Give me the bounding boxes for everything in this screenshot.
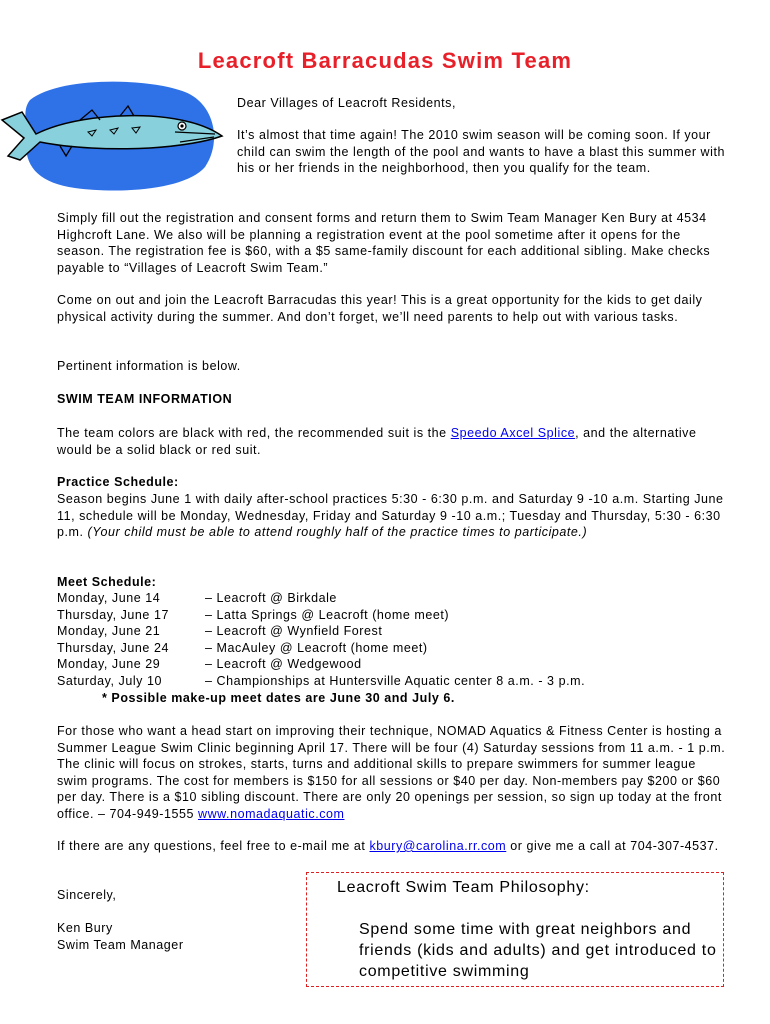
closing: Sincerely,: [57, 888, 117, 902]
meet-description: – MacAuley @ Leacroft (home meet): [205, 640, 428, 655]
meet-description: – Championships at Huntersville Aquatic center 8 a.m. - 3 p.m.: [205, 674, 586, 688]
signature-name: Ken Bury: [57, 921, 113, 935]
practice-paragraph: [57, 491, 727, 541]
practice-heading: Practice Schedule:: [57, 475, 179, 489]
philosophy-box: [306, 872, 724, 987]
email-link[interactable]: kbury@carolina.rr.com: [369, 839, 507, 853]
nomad-website-link[interactable]: www.nomadaquatic.com: [198, 806, 345, 821]
meet-date: Saturday, July 10: [57, 674, 163, 688]
meet-description: – Latta Springs @ Leacroft (home meet): [205, 607, 450, 622]
practice-note: (Your child must be able to attend roughly half of the practice times to participate.): [87, 525, 588, 540]
intro-paragraph: It’s almost that time again! The 2010 swim season will be coming soon. If your child can swim the length of the pool and wants to have a blast this summer with his or her friends in the neighborhood, then you qualify for the team.: [237, 128, 725, 176]
makeup-dates-note: * Possible make-up meet dates are June 30 and July 6.: [102, 691, 455, 705]
barracuda-fish-icon: [0, 72, 230, 192]
clinic-paragraph: [57, 723, 727, 823]
philosophy-body: Spend some time with great neighbors and friends (kids and adults) and get introduced to competitive swimming: [359, 921, 717, 980]
speedo-suit-link[interactable]: Speedo Axcel Splice: [450, 426, 576, 440]
contact-text-end: or give me a call at 704-307-4537.: [506, 839, 719, 853]
meet-date: Monday, June 29: [57, 657, 161, 672]
meet-description: – Leacroft @ Wedgewood: [205, 657, 362, 672]
philosophy-title: Leacroft Swim Team Philosophy:: [337, 879, 590, 896]
salutation: Dear Villages of Leacroft Residents,: [237, 96, 456, 110]
meet-date: Thursday, June 17: [57, 607, 169, 622]
registration-paragraph: Simply fill out the registration and consent forms and return them to Swim Team Manager Ken Bury at 4534 Highcroft Lane. We also will be planning a registration event at the pool sometime after it opens for the season. The registration fee is $60, with a $5 same-family discount for each additional sibling. Make checks payable to “Villages of Leacroft Swim Team.”: [57, 211, 711, 275]
join-paragraph: Come on out and join the Leacroft Barracudas this year! This is a great opportunity for the kids to get daily physical activity during the summer. And don’t forget, we’ll need parents to help out with various tasks.: [57, 293, 703, 324]
meet-date: Monday, June 14: [57, 591, 161, 605]
meet-heading: Meet Schedule:: [57, 575, 157, 589]
pertinent-note: Pertinent information is below.: [57, 359, 241, 373]
practice-text: Season begins June 1 with daily after-school practices 5:30 - 6:30 p.m. and Saturday 9 -10 a.m. Starting June 11, schedule will be Monday, Wednesday, Friday and Saturday 9 -10 a.m.; Tuesday and Thursday, 5:30 - 6:30 p.m.: [57, 492, 724, 540]
info-heading: SWIM TEAM INFORMATION: [57, 392, 233, 406]
contact-paragraph: [57, 838, 727, 855]
meet-date: Thursday, June 24: [57, 640, 169, 655]
team-colors-text: The team colors are black with red, the recommended suit is the: [57, 426, 451, 440]
team-colors-paragraph: [57, 425, 727, 458]
meet-description: – Leacroft @ Wynfield Forest: [205, 624, 383, 639]
meet-description: – Leacroft @ Birkdale: [205, 591, 337, 605]
meet-date: Monday, June 21: [57, 624, 161, 639]
team-colors-text-end: , and the alternative would be a solid black or red suit.: [57, 426, 697, 457]
signature-role: Swim Team Manager: [57, 938, 184, 952]
contact-text: If there are any questions, feel free to e-mail me at: [57, 839, 370, 853]
clinic-text: For those who want a head start on improving their technique, NOMAD Aquatics & Fitness Center is hosting a Summer League Swim Clinic beginning April 17. There will be four (4) Saturday sessions from 11 a.m. - 1 p.m. The clinic will focus on strokes, starts, turns and additional skills to prepare swimmers for summer league swim programs. The cost for members is $150 for all sessions or $40 per day. Non-members pay $200 or $60 per day. There is a $10 sibling discount. There are only 20 openings per session, so sign up today at the front office. – 704-949-1555: [57, 724, 726, 821]
page-title: Leacroft Barracudas Swim Team: [197, 48, 573, 73]
